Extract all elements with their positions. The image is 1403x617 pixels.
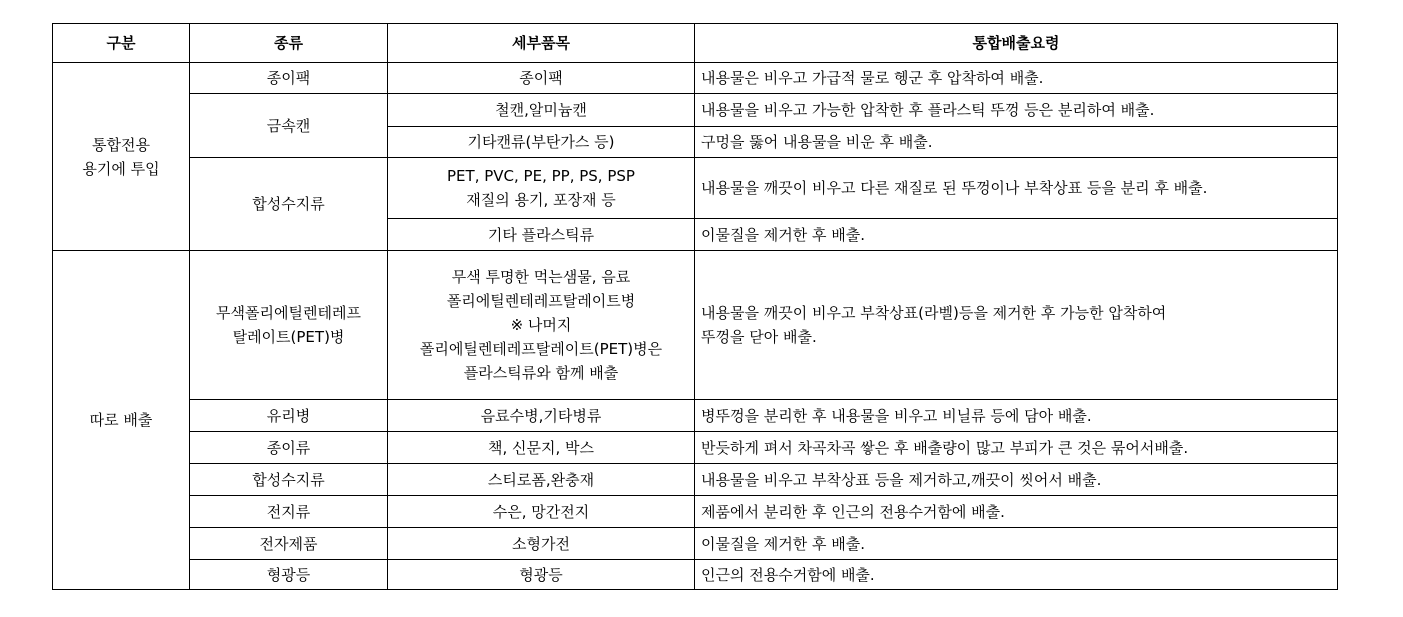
header-method: 통합배출요령 — [695, 24, 1338, 63]
method-cell: 반듯하게 펴서 차곡차곡 쌓은 후 배출량이 많고 부피가 큰 것은 묶어서배출. — [695, 432, 1338, 464]
method-cell: 내용물을 비우고 가능한 압착한 후 플라스틱 뚜껑 등은 분리하여 배출. — [695, 94, 1338, 127]
items-cell: 종이팩 — [388, 63, 695, 94]
table-row — [53, 432, 1338, 464]
table-row — [53, 560, 1338, 590]
type-cell: 종이팩 — [190, 63, 388, 94]
type-cell: 합성수지류 — [190, 464, 388, 496]
table-row — [53, 496, 1338, 528]
group-integrated: 통합전용 용기에 투입 — [53, 63, 190, 251]
items-cell: 형광등 — [388, 560, 695, 590]
type-cell: 유리병 — [190, 400, 388, 432]
items-cell: 기타 플라스틱류 — [388, 219, 695, 251]
items-cell: 소형가전 — [388, 528, 695, 560]
table-row — [53, 464, 1338, 496]
group-separate: 따로 배출 — [53, 251, 190, 590]
method-cell: 내용물은 비우고 가급적 물로 헹군 후 압착하여 배출. — [695, 63, 1338, 94]
type-cell: 형광등 — [190, 560, 388, 590]
items-cell: 수은, 망간전지 — [388, 496, 695, 528]
method-cell: 내용물을 비우고 부착상표 등을 제거하고,깨끗이 씻어서 배출. — [695, 464, 1338, 496]
items-cell: PET, PVC, PE, PP, PS, PSP 재질의 용기, 포장재 등 — [388, 158, 695, 219]
items-cell: 철캔,알미늄캔 — [388, 94, 695, 127]
type-cell: 전지류 — [190, 496, 388, 528]
items-cell: 책, 신문지, 박스 — [388, 432, 695, 464]
method-cell: 내용물을 깨끗이 비우고 부착상표(라벨)등을 제거한 후 가능한 압착하여 뚜껑을 닫아 배출. — [695, 251, 1338, 400]
header-items: 세부품목 — [388, 24, 695, 63]
header-row — [53, 24, 1338, 63]
type-cell: 금속캔 — [190, 94, 388, 158]
method-cell: 구멍을 뚫어 내용물을 비운 후 배출. — [695, 127, 1338, 158]
header-category: 구분 — [53, 24, 190, 63]
recycling-table — [52, 23, 1338, 590]
header-type: 종류 — [190, 24, 388, 63]
type-cell: 전자제품 — [190, 528, 388, 560]
method-cell: 제품에서 분리한 후 인근의 전용수거함에 배출. — [695, 496, 1338, 528]
table-row — [53, 94, 1338, 127]
method-cell: 병뚜껑을 분리한 후 내용물을 비우고 비닐류 등에 담아 배출. — [695, 400, 1338, 432]
table-row — [53, 63, 1338, 94]
method-cell: 내용물을 깨끗이 비우고 다른 재질로 된 뚜껑이나 부착상표 등을 분리 후 배출. — [695, 158, 1338, 219]
items-cell: 스티로폼,완충재 — [388, 464, 695, 496]
method-cell: 이물질을 제거한 후 배출. — [695, 219, 1338, 251]
type-cell: 합성수지류 — [190, 158, 388, 251]
table-row — [53, 400, 1338, 432]
type-cell: 무색폴리에틸렌테레프 탈레이트(PET)병 — [190, 251, 388, 400]
items-cell: 기타캔류(부탄가스 등) — [388, 127, 695, 158]
table-row — [53, 251, 1338, 400]
table-row — [53, 158, 1338, 219]
method-cell: 이물질을 제거한 후 배출. — [695, 528, 1338, 560]
table-row — [53, 528, 1338, 560]
type-cell: 종이류 — [190, 432, 388, 464]
items-cell: 음료수병,기타병류 — [388, 400, 695, 432]
method-cell: 인근의 전용수거함에 배출. — [695, 560, 1338, 590]
items-cell: 무색 투명한 먹는샘물, 음료 폴리에틸렌테레프탈레이트병 ※ 나머지 폴리에틸렌테레프탈레이트(PET)병은 플라스틱류와 함께 배출 — [388, 251, 695, 400]
